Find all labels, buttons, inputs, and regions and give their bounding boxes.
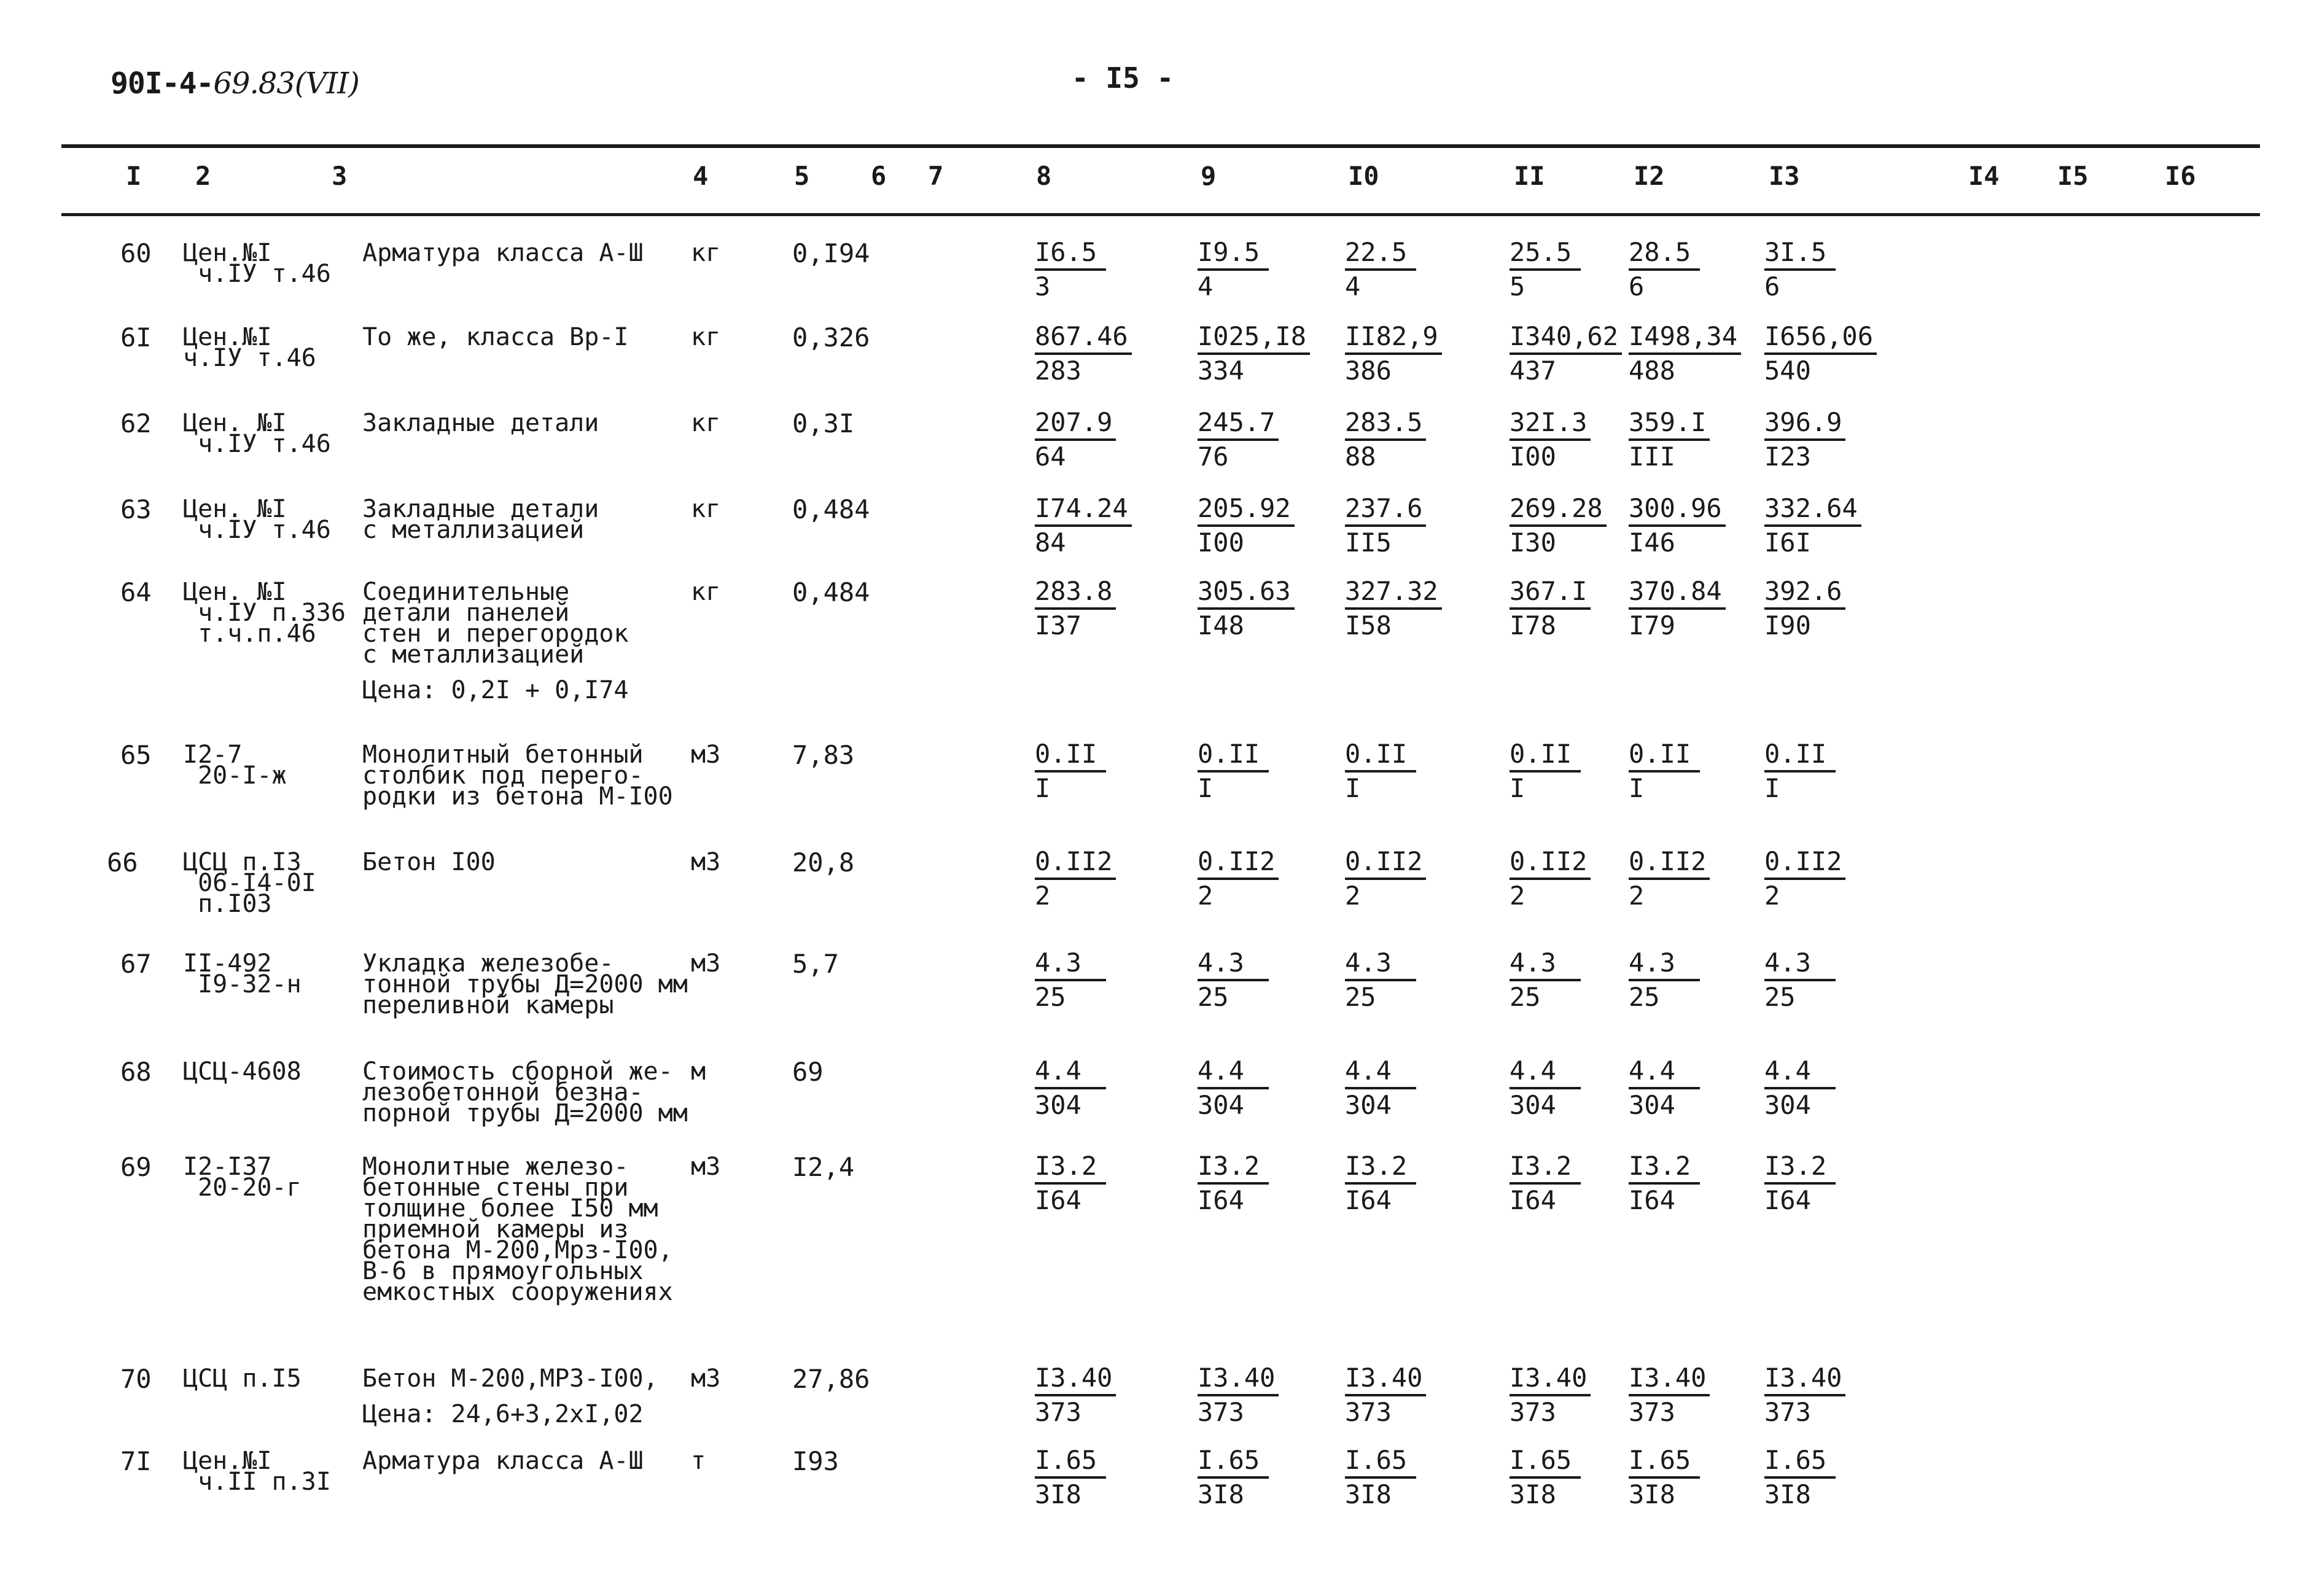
quantity-fraction xyxy=(1035,948,1106,1012)
cost-value: I64 xyxy=(1629,1185,1675,1215)
row-unit-price: 20,8 xyxy=(792,847,855,878)
header-rule xyxy=(61,213,2260,216)
quantity-fraction xyxy=(1764,577,1845,640)
cost-value: 76 xyxy=(1198,442,1229,472)
cost-value: 3I8 xyxy=(1510,1479,1556,1509)
quantity-value: 0.II xyxy=(1510,739,1581,773)
row-number: 69 xyxy=(120,1152,152,1182)
cost-value: 304 xyxy=(1629,1090,1675,1120)
cost-value: 2 xyxy=(1510,881,1525,911)
quantity-fraction xyxy=(1345,847,1426,911)
cost-value: 6 xyxy=(1629,271,1645,302)
quantity-value: 0.II xyxy=(1035,739,1106,773)
cost-value: 3I8 xyxy=(1198,1479,1244,1509)
quantity-value: 305.63 xyxy=(1198,577,1295,610)
quantity-value: 4.4 xyxy=(1510,1056,1581,1089)
cost-value: 488 xyxy=(1629,356,1675,386)
row-unit: кг xyxy=(691,409,721,437)
quantity-value: 0.II xyxy=(1764,739,1836,773)
quantity-value: I3.2 xyxy=(1510,1151,1581,1185)
quantity-value: 0.II xyxy=(1345,739,1416,773)
quantity-fraction xyxy=(1629,1446,1700,1509)
quantity-value: 300.96 xyxy=(1629,494,1726,527)
cost-value: 25 xyxy=(1629,982,1660,1012)
quantity-value: 283.8 xyxy=(1035,577,1116,610)
quantity-fraction xyxy=(1035,1446,1106,1509)
row-unit-price: 0,484 xyxy=(792,494,870,524)
quantity-fraction xyxy=(1035,494,1132,558)
cost-value: 373 xyxy=(1629,1397,1675,1427)
quantity-fraction xyxy=(1629,238,1700,302)
cost-value: 84 xyxy=(1035,527,1066,558)
cost-value: I xyxy=(1198,773,1214,803)
row-description: Соединительные детали панелей стен и перегородок с металлизацией xyxy=(362,578,629,669)
row-number: 67 xyxy=(120,949,152,979)
cost-value: 3I8 xyxy=(1035,1479,1081,1509)
quantity-value: 269.28 xyxy=(1510,494,1607,527)
quantity-fraction xyxy=(1035,322,1132,386)
column-header-16: I6 xyxy=(2165,161,2196,191)
cost-value: I58 xyxy=(1345,610,1392,640)
cost-value: 304 xyxy=(1198,1090,1244,1120)
document-code: 90I-4-69.83(VII) xyxy=(111,66,359,101)
quantity-value: I498,34 xyxy=(1629,322,1741,355)
quantity-value: 4.3 xyxy=(1764,948,1836,981)
quantity-fraction xyxy=(1345,494,1426,558)
cost-value: 3I8 xyxy=(1764,1479,1811,1509)
quantity-value: I3.40 xyxy=(1629,1363,1710,1396)
quantity-value: I3.40 xyxy=(1198,1363,1279,1396)
quantity-value: I340,62 xyxy=(1510,322,1622,355)
quantity-fraction xyxy=(1510,494,1607,558)
quantity-fraction xyxy=(1629,322,1741,386)
quantity-value: 359.I xyxy=(1629,408,1710,441)
quantity-value: 0.II2 xyxy=(1198,847,1279,880)
quantity-fraction xyxy=(1510,238,1581,302)
quantity-fraction xyxy=(1764,948,1836,1012)
quantity-fraction xyxy=(1345,408,1426,472)
row-unit: м3 xyxy=(691,741,721,769)
column-header-10: I0 xyxy=(1348,161,1379,191)
quantity-value: II82,9 xyxy=(1345,322,1442,355)
column-header-15: I5 xyxy=(2057,161,2089,191)
quantity-value: 4.3 xyxy=(1345,948,1416,981)
quantity-value: 4.4 xyxy=(1764,1056,1836,1089)
quantity-fraction xyxy=(1345,1056,1416,1120)
cost-value: I78 xyxy=(1510,610,1556,640)
quantity-value: 4.3 xyxy=(1198,948,1269,981)
quantity-fraction xyxy=(1198,847,1279,911)
row-reference: Цен. №I ч.IУ т.46 xyxy=(183,409,331,458)
quantity-value: 0.II xyxy=(1198,739,1269,773)
row-unit-price: 0,326 xyxy=(792,322,870,352)
quantity-value: I3.2 xyxy=(1035,1151,1106,1185)
column-header-1: I xyxy=(126,161,142,191)
cost-value: 25 xyxy=(1198,982,1229,1012)
quantity-value: 396.9 xyxy=(1764,408,1845,441)
quantity-value: 4.3 xyxy=(1629,948,1700,981)
quantity-value: 867.46 xyxy=(1035,322,1132,355)
row-description: То же, класса Вр-I xyxy=(362,323,629,351)
quantity-value: I6.5 xyxy=(1035,238,1106,271)
row-number: 65 xyxy=(120,740,152,770)
quantity-value: 25.5 xyxy=(1510,238,1581,271)
quantity-value: I.65 xyxy=(1198,1446,1269,1479)
cost-value: I xyxy=(1345,773,1361,803)
row-reference: I2-7 20-I-ж xyxy=(183,741,287,790)
quantity-value: I3.40 xyxy=(1764,1363,1845,1396)
quantity-value: 0.II2 xyxy=(1035,847,1116,880)
cost-value: 2 xyxy=(1764,881,1780,911)
row-unit: кг xyxy=(691,323,721,351)
cost-value: 373 xyxy=(1035,1397,1081,1427)
quantity-value: I3.40 xyxy=(1510,1363,1591,1396)
quantity-value: I.65 xyxy=(1629,1446,1700,1479)
cost-value: I xyxy=(1510,773,1525,803)
row-description: Закладные детали xyxy=(362,409,599,437)
quantity-fraction xyxy=(1345,1151,1416,1215)
cost-value: 373 xyxy=(1510,1397,1556,1427)
quantity-fraction xyxy=(1345,577,1442,640)
row-reference: II-492 I9-32-н xyxy=(183,949,302,998)
cost-value: 304 xyxy=(1035,1090,1081,1120)
row-unit: т xyxy=(691,1447,706,1475)
cost-value: 2 xyxy=(1345,881,1361,911)
row-reference: Цен.№I ч.IУ т.46 xyxy=(183,323,316,372)
row-description: Монолитные железо- бетонные стены при толщине более I50 мм приемной камеры из бетона М-200,Мрз-I00, В-6 в прямоугольных емкостных сооружениях xyxy=(362,1153,673,1306)
quantity-fraction xyxy=(1510,948,1581,1012)
row-unit-price: 5,7 xyxy=(792,949,839,979)
quantity-fraction xyxy=(1629,408,1710,472)
cost-value: I48 xyxy=(1198,610,1244,640)
quantity-fraction xyxy=(1629,739,1700,803)
row-reference: Цен.№I ч.IУ т.46 xyxy=(183,239,331,288)
cost-value: I64 xyxy=(1198,1185,1244,1215)
page-number: - I5 - xyxy=(1072,61,1174,95)
quantity-value: I74.24 xyxy=(1035,494,1132,527)
row-reference: I2-I37 20-20-г xyxy=(183,1153,302,1202)
quantity-fraction xyxy=(1198,322,1310,386)
cost-value: I64 xyxy=(1035,1185,1081,1215)
quantity-value: I3.2 xyxy=(1764,1151,1836,1185)
row-number: 7I xyxy=(120,1446,152,1476)
row-description: Закладные детали с металлизацией xyxy=(362,495,599,544)
cost-value: I37 xyxy=(1035,610,1081,640)
quantity-value: I3.2 xyxy=(1629,1151,1700,1185)
row-number: 63 xyxy=(120,494,152,524)
quantity-value: 4.4 xyxy=(1198,1056,1269,1089)
quantity-fraction xyxy=(1764,322,1877,386)
column-header-13: I3 xyxy=(1769,161,1800,191)
cost-value: I6I xyxy=(1764,527,1811,558)
quantity-fraction xyxy=(1629,948,1700,1012)
quantity-value: 283.5 xyxy=(1345,408,1426,441)
quantity-fraction xyxy=(1629,847,1710,911)
quantity-fraction xyxy=(1764,1151,1836,1215)
cost-value: I64 xyxy=(1764,1185,1811,1215)
quantity-fraction xyxy=(1510,739,1581,803)
cost-value: 3I8 xyxy=(1629,1479,1675,1509)
cost-value: 2 xyxy=(1629,881,1645,911)
quantity-value: I3.2 xyxy=(1198,1151,1269,1185)
cost-value: 64 xyxy=(1035,442,1066,472)
quantity-value: I025,I8 xyxy=(1198,322,1310,355)
row-description: Арматура класса А-Ш xyxy=(362,1447,644,1475)
quantity-fraction xyxy=(1198,238,1269,302)
cost-value: 25 xyxy=(1764,982,1796,1012)
quantity-fraction xyxy=(1345,1363,1426,1427)
cost-value: II5 xyxy=(1345,527,1392,558)
quantity-fraction xyxy=(1035,577,1116,640)
quantity-value: 4.3 xyxy=(1510,948,1581,981)
quantity-value: 327.32 xyxy=(1345,577,1442,610)
cost-value: I30 xyxy=(1510,527,1556,558)
column-header-6: 6 xyxy=(871,161,887,191)
quantity-fraction xyxy=(1035,1363,1116,1427)
quantity-fraction xyxy=(1035,1056,1106,1120)
row-unit-price: I2,4 xyxy=(792,1152,855,1182)
column-header-4: 4 xyxy=(693,161,709,191)
cost-value: 2 xyxy=(1035,881,1051,911)
cost-value: 373 xyxy=(1764,1397,1811,1427)
quantity-value: 32I.3 xyxy=(1510,408,1591,441)
column-header-5: 5 xyxy=(794,161,810,191)
row-number: 64 xyxy=(120,577,152,607)
quantity-fraction xyxy=(1345,238,1416,302)
quantity-fraction xyxy=(1764,1446,1836,1509)
row-unit: кг xyxy=(691,239,721,267)
quantity-fraction xyxy=(1198,577,1295,640)
row-unit-price: 0,I94 xyxy=(792,238,870,268)
row-number: 68 xyxy=(120,1057,152,1087)
column-header-12: I2 xyxy=(1634,161,1665,191)
row-description: Бетон I00 xyxy=(362,848,496,876)
quantity-fraction xyxy=(1510,577,1591,640)
quantity-fraction xyxy=(1345,739,1416,803)
quantity-value: 3I.5 xyxy=(1764,238,1836,271)
row-reference: ЦСЦ п.I3 06-I4-0I п.I03 xyxy=(183,848,316,918)
cost-value: I46 xyxy=(1629,527,1675,558)
quantity-fraction xyxy=(1510,1151,1581,1215)
quantity-fraction xyxy=(1345,322,1442,386)
quantity-fraction xyxy=(1764,238,1836,302)
row-unit-price: 0,484 xyxy=(792,577,870,607)
quantity-fraction xyxy=(1198,1056,1269,1120)
cost-value: 25 xyxy=(1345,982,1376,1012)
column-header-11: II xyxy=(1514,161,1545,191)
cost-value: 2 xyxy=(1198,881,1214,911)
quantity-fraction xyxy=(1510,1446,1581,1509)
cost-value: I xyxy=(1629,773,1645,803)
quantity-fraction xyxy=(1035,1151,1106,1215)
cost-value: 386 xyxy=(1345,356,1392,386)
quantity-fraction xyxy=(1198,408,1279,472)
quantity-value: I9.5 xyxy=(1198,238,1269,271)
cost-value: I00 xyxy=(1510,442,1556,472)
cost-value: 304 xyxy=(1764,1090,1811,1120)
cost-value: 540 xyxy=(1764,356,1811,386)
row-unit-price: 7,83 xyxy=(792,740,855,770)
row-reference: Цен. №I ч.IУ п.336 т.ч.п.46 xyxy=(183,578,346,648)
quantity-value: I3.40 xyxy=(1345,1363,1426,1396)
row-unit: м3 xyxy=(691,1153,721,1181)
row-reference: Цен. №I ч.IУ т.46 xyxy=(183,495,331,544)
quantity-fraction xyxy=(1035,238,1106,302)
quantity-value: 370.84 xyxy=(1629,577,1726,610)
quantity-fraction xyxy=(1035,739,1106,803)
row-reference: ЦСЦ-4608 xyxy=(183,1057,302,1086)
quantity-fraction xyxy=(1510,847,1591,911)
cost-value: 88 xyxy=(1345,442,1376,472)
row-description: Арматура класса А-Ш xyxy=(362,239,644,267)
row-number: 6I xyxy=(120,322,152,352)
row-number: 70 xyxy=(120,1364,152,1394)
quantity-fraction xyxy=(1629,1151,1700,1215)
row-number: 66 xyxy=(107,847,138,878)
quantity-fraction xyxy=(1035,847,1116,911)
column-header-3: 3 xyxy=(332,161,348,191)
top-rule xyxy=(61,144,2260,148)
cost-value: I00 xyxy=(1198,527,1244,558)
quantity-fraction xyxy=(1198,1446,1269,1509)
column-header-2: 2 xyxy=(195,161,211,191)
row-unit: кг xyxy=(691,495,721,523)
quantity-value: 4.4 xyxy=(1629,1056,1700,1089)
row-price-note: Цена: 0,2I + 0,I74 xyxy=(362,676,629,704)
row-description: Укладка железобе- тонной трубы Д=2000 мм переливной камеры xyxy=(362,949,688,1019)
quantity-fraction xyxy=(1629,1056,1700,1120)
row-description: Монолитный бетонный столбик под перего- родки из бетона М-I00 xyxy=(362,741,673,811)
quantity-value: 0.II2 xyxy=(1629,847,1710,880)
quantity-fraction xyxy=(1198,739,1269,803)
quantity-value: I.65 xyxy=(1510,1446,1581,1479)
quantity-value: 0.II2 xyxy=(1764,847,1845,880)
row-reference: Цен.№I ч.II п.3I xyxy=(183,1447,331,1496)
quantity-value: 237.6 xyxy=(1345,494,1426,527)
quantity-fraction xyxy=(1510,322,1622,386)
cost-value: 6 xyxy=(1764,271,1780,302)
cost-value: 25 xyxy=(1510,982,1541,1012)
row-unit-price: 69 xyxy=(792,1057,824,1087)
quantity-value: 22.5 xyxy=(1345,238,1416,271)
quantity-fraction xyxy=(1198,1363,1279,1427)
quantity-fraction xyxy=(1345,948,1416,1012)
quantity-fraction xyxy=(1764,1056,1836,1120)
quantity-value: 4.4 xyxy=(1035,1056,1106,1089)
quantity-value: 332.64 xyxy=(1764,494,1861,527)
row-unit: м3 xyxy=(691,1364,721,1393)
quantity-fraction xyxy=(1629,577,1726,640)
cost-value: 373 xyxy=(1345,1397,1392,1427)
cost-value: 437 xyxy=(1510,356,1556,386)
cost-value: III xyxy=(1629,442,1675,472)
quantity-value: I656,06 xyxy=(1764,322,1877,355)
quantity-fraction xyxy=(1510,408,1591,472)
cost-value: 3I8 xyxy=(1345,1479,1392,1509)
quantity-value: 245.7 xyxy=(1198,408,1279,441)
row-reference: ЦСЦ п.I5 xyxy=(183,1364,302,1393)
quantity-value: 0.II2 xyxy=(1345,847,1426,880)
quantity-value: I.65 xyxy=(1345,1446,1416,1479)
column-header-9: 9 xyxy=(1201,161,1217,191)
quantity-fraction xyxy=(1198,1151,1269,1215)
cost-value: I64 xyxy=(1345,1185,1392,1215)
quantity-fraction xyxy=(1198,948,1269,1012)
cost-value: I79 xyxy=(1629,610,1675,640)
row-number: 62 xyxy=(120,408,152,438)
quantity-value: I.65 xyxy=(1035,1446,1106,1479)
row-unit: м xyxy=(691,1057,706,1086)
row-unit: м3 xyxy=(691,848,721,876)
quantity-fraction xyxy=(1764,739,1836,803)
quantity-fraction xyxy=(1629,494,1726,558)
row-unit-price: 27,86 xyxy=(792,1364,870,1394)
quantity-value: 28.5 xyxy=(1629,238,1700,271)
quantity-fraction xyxy=(1198,494,1295,558)
column-header-8: 8 xyxy=(1036,161,1052,191)
quantity-value: 4.3 xyxy=(1035,948,1106,981)
cost-value: I23 xyxy=(1764,442,1811,472)
cost-value: 304 xyxy=(1345,1090,1392,1120)
row-description: Бетон М-200,МРЗ-I00, xyxy=(362,1364,658,1393)
quantity-value: 392.6 xyxy=(1764,577,1845,610)
quantity-value: 0.II xyxy=(1629,739,1700,773)
row-unit: кг xyxy=(691,578,721,606)
quantity-value: I3.2 xyxy=(1345,1151,1416,1185)
row-number: 60 xyxy=(120,238,152,268)
row-unit-price: 0,3I xyxy=(792,408,855,438)
quantity-value: 367.I xyxy=(1510,577,1591,610)
quantity-fraction xyxy=(1345,1446,1416,1509)
cost-value: I64 xyxy=(1510,1185,1556,1215)
quantity-fraction xyxy=(1764,494,1861,558)
column-header-7: 7 xyxy=(928,161,944,191)
cost-value: 4 xyxy=(1198,271,1214,302)
cost-value: 304 xyxy=(1510,1090,1556,1120)
quantity-fraction xyxy=(1764,847,1845,911)
quantity-value: I.65 xyxy=(1764,1446,1836,1479)
cost-value: 283 xyxy=(1035,356,1081,386)
cost-value: 5 xyxy=(1510,271,1525,302)
cost-value: 373 xyxy=(1198,1397,1244,1427)
quantity-fraction xyxy=(1035,408,1116,472)
cost-value: I xyxy=(1035,773,1051,803)
column-header-14: I4 xyxy=(1968,161,2000,191)
quantity-fraction xyxy=(1510,1056,1581,1120)
cost-value: 3 xyxy=(1035,271,1051,302)
cost-value: 25 xyxy=(1035,982,1066,1012)
row-description: Стоимость сборной же- лезобетонной безна- порной трубы Д=2000 мм xyxy=(362,1057,688,1127)
quantity-fraction xyxy=(1764,408,1845,472)
quantity-value: 4.4 xyxy=(1345,1056,1416,1089)
quantity-value: I3.40 xyxy=(1035,1363,1116,1396)
quantity-value: 0.II2 xyxy=(1510,847,1591,880)
quantity-value: 207.9 xyxy=(1035,408,1116,441)
row-unit-price: I93 xyxy=(792,1446,839,1476)
quantity-fraction xyxy=(1764,1363,1845,1427)
row-unit: м3 xyxy=(691,949,721,978)
cost-value: 334 xyxy=(1198,356,1244,386)
quantity-value: 205.92 xyxy=(1198,494,1295,527)
row-price-note: Цена: 24,6+3,2хI,02 xyxy=(362,1400,644,1428)
cost-value: 4 xyxy=(1345,271,1361,302)
quantity-fraction xyxy=(1629,1363,1710,1427)
cost-value: I90 xyxy=(1764,610,1811,640)
quantity-fraction xyxy=(1510,1363,1591,1427)
cost-value: I xyxy=(1764,773,1780,803)
